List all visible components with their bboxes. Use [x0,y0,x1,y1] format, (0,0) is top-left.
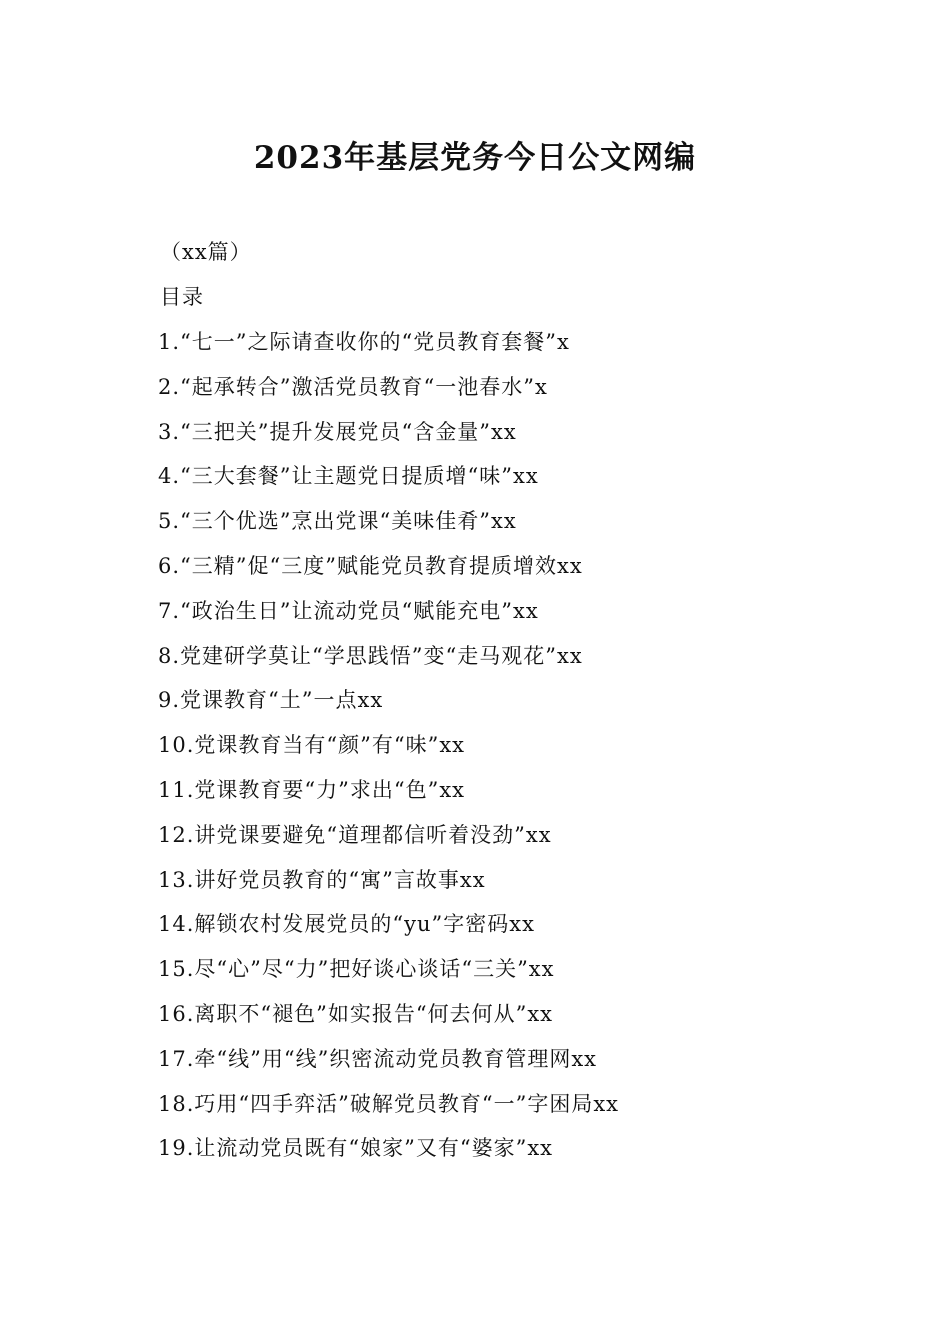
toc-item: 13.讲好党员教育的“寓”言故事xx [158,867,486,892]
toc-item: 5.“三个优选”烹出党课“美味佳肴”xx [158,509,517,534]
toc-item: 16.离职不“褪色”如实报告“何去何从”xx [158,1001,554,1026]
toc-item: 1.“七一”之际请查收你的“党员教育套餐”x [158,330,570,354]
toc-item: 19.让流动党员既有“娘家”又有“婆家”xx [158,1136,554,1161]
toc-item: 17.牵“线”用“线”织密流动党员教育管理网xx [158,1046,598,1071]
toc-item: 2.“起承转合”激活党员教育“一池春水”x [158,374,548,399]
toc-item: 11.党课教育要“力”求出“色”xx [158,777,466,802]
toc-item: 4.“三大套餐”让主题党日提质增“味”xx [158,464,539,489]
toc-item: 18.巧用“四手弈活”破解党员教育“一”字困局xx [158,1091,620,1116]
document-subtitle: （xx篇） [160,240,252,264]
toc-item: 15.尽“心”尽“力”把好谈心谈话“三关”xx [158,957,555,982]
toc-item: 3.“三把关”提升发展党员“含金量”xx [158,419,517,444]
toc-heading: 目录 [160,285,204,309]
toc-item: 6.“三精”促“三度”赋能党员教育提质增效xx [158,553,583,578]
toc-item: 9.党课教育“土”一点xx [158,688,384,713]
document-title: 2023年基层党务今日公文网编 [253,140,697,176]
toc-item: 7.“政治生日”让流动党员“赋能充电”xx [158,598,539,623]
table-of-contents [158,328,619,1179]
toc-item: 12.讲党课要避免“道理都信听着没劲”xx [158,822,552,847]
toc-item: 10.党课教育当有“颜”有“味”xx [158,733,466,758]
toc-item: 14.解锁农村发展党员的“yu”字密码xx [158,912,535,937]
toc-item: 8.党建研学莫让“学思践悟”变“走马观花”xx [158,643,583,668]
